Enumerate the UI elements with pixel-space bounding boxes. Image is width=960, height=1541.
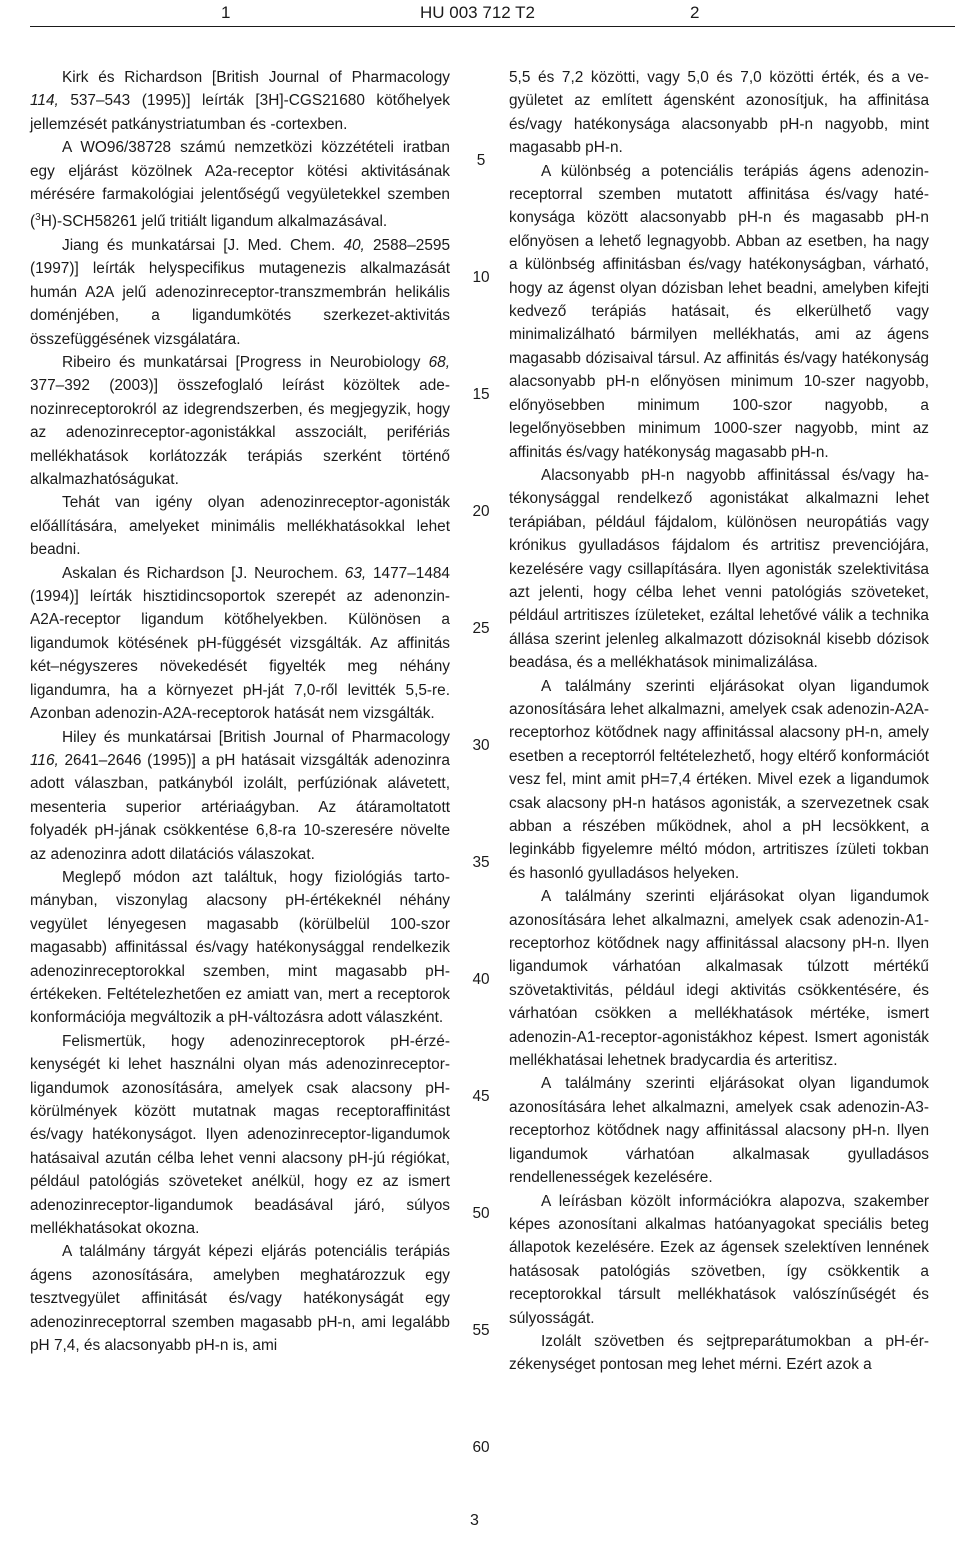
- text-run: Izolált szövetben és sejtpreparátumokban a pH-érzékenységet pontosan meg lehet mérni. Ezért azok a: [509, 1332, 929, 1374]
- right-column: [509, 66, 929, 1377]
- volume-number: 68,: [428, 354, 450, 371]
- paragraph: [509, 675, 929, 886]
- paragraph: [30, 351, 450, 491]
- text-run: A találmány szerinti eljárásokat olyan ligandumok azonosítására lehet alkalmazni, amelyek csak adenozin-A3-receptorhoz kötődnek nagy affinitással alacsony pH-n. Ilyen ligandumok várhatóan alkalmasak gyulladásos rendellenességek kezelésére.: [509, 1075, 929, 1187]
- header-right-page-number: 2: [690, 3, 700, 22]
- text-run: H)-SCH58261 jelű tritiált ligandum alkalmazásával.: [40, 213, 388, 231]
- text-run: 537–543 (1995)] leírták [3H]-CGS21680 kötőhelyek jellemzését patkánystriatumban és -cortexben.: [30, 92, 450, 133]
- text-run: A találmány szerinti eljárásokat olyan ligandumok azonosítására lehet alkalmazni, amelyek csak adenozin-A2A-receptorhoz kötődnek nagy affinitással alacsony pH-n, amely esetben a receptorról feltételezhető, hogy eltérő konformációt vesz fel, mint amit pH=7,4 értéken. Mivel ezek a ligandumok csak alacsony pH-n hatásos agonisták, a szervezetnek csak abban a részében működnek, ahol a pH lecsökkent, a leginkább figyelemre méltó módon, artritiszes ízületi tokban és hasonló gyulladásos helyeken.: [509, 677, 929, 882]
- volume-number: 63,: [344, 564, 367, 582]
- paragraph: [509, 1190, 929, 1330]
- line-number: 5: [476, 151, 486, 169]
- text-run: 5,5 és 7,2 közötti, vagy 5,0 és 7,0 közötti érték, és a vegyületet az említett ágensként azonosítjuk, ha affinitása és/vagy hatékonysága alacsonyabb pH-n nagyobb, mint magasabb pH-n.: [509, 69, 929, 157]
- volume-number: 116,: [30, 751, 59, 769]
- header-rule: [30, 26, 955, 27]
- text-run: A különbség a potenciális terápiás ágens adenozinreceptorral szemben mutatott affinitása és/vagy hatékonysága között alacsonyabb pH-n és magasabb pH-n előnyösen a lehető legnagyobb. Abban az esetben, ha nagy a különbség affinitásban és/vagy hatékonyságban, várható, hogy az ágenst olyan dózisban lehet beadni, amelyben kifejti kedvező terápiás hatásait, és elkerülhető vagy minimalizálható bármilyen mellékhatás, ami az ágens magasabb dózisaival társul. Az affinitás és/vagy hatékonyság alacsonyabb pH-n előnyösen minimum 10-szer nagyobb, előnyösebben minimum 100-szor nagyobb, a legelőnyösebben minimum 1000-szer nagyobb, mint az affinitás és/vagy hatékonyság magasabb pH-n.: [509, 162, 929, 461]
- line-number: 10: [472, 268, 490, 286]
- text-run: 2588–2595 (1997)] leírták helyspecifikus mutagenezis alkalmazását humán A2A jelű adenozinreceptor-transzmembrán helikális doménjében, a ligandumkötés szerkezet-aktivitás összefüggésének vizsgálatára.: [30, 236, 451, 348]
- paragraph: [30, 491, 450, 561]
- text-run: 1477–1484 (1994)] leírták hisztidincsoportok szerepét az adenonzin-A2A-receptor ligandum kötőhelyekben. Különösen a ligandumok kötésének pH-függését vizsgálták. Az affinitás két–négyszeres növekedését figyelték meg néhány ligandumra, ha a környezet pH-ját 7,0-ről levitték 5,5-re. Azonban adenozin-A2A-receptorok hatását nem vizsgálták.: [30, 564, 450, 723]
- text-run: Kirk és Richardson [British Journal of Pharmacology: [62, 69, 450, 86]
- paragraph: [509, 1330, 929, 1377]
- left-column: [30, 66, 450, 1357]
- paragraph: [30, 66, 450, 136]
- header-patent-number: HU 003 712 T2: [420, 3, 535, 22]
- line-number: 35: [472, 853, 490, 871]
- paragraph: [509, 160, 929, 464]
- text-run: Hiley és munkatársai [British Journal of Pharmacology: [62, 728, 450, 746]
- line-number: 25: [472, 619, 490, 637]
- paragraph: [30, 136, 450, 234]
- line-number: 30: [472, 736, 490, 754]
- line-number: 45: [472, 1087, 490, 1105]
- line-number: 20: [472, 502, 490, 520]
- text-run: Jiang és munkatársai [J. Med. Chem.: [62, 236, 344, 254]
- volume-number: 40,: [343, 236, 365, 254]
- header-left-page-number: 1: [221, 3, 231, 22]
- paragraph: [509, 1072, 929, 1189]
- text-run: Meglepő módon azt találtuk, hogy fiziológiás tartományban, viszonylag alacsony pH-értékeknél néhány vegyület lényegesen magasabb (körülbelül 100-szor magasabb) affinitással és/vagy hatékonysággal rendelkezik adenozinreceptorokkal szemben, mint magasabb pH-értékeken. Feltételezhetően ez amiatt van, mert a receptorok konformációja megváltozik a pH-változásra adott válaszként.: [30, 868, 450, 1027]
- superscript: 3: [35, 212, 41, 224]
- text-run: A WO96/38728 számú nemzetközi közzétételi iratban egy eljárást közölnek A2a-receptor kötési aktivitásának mérésére farmakológiai jelentőségű vegyületekkel szemben (: [30, 139, 450, 231]
- line-number: 40: [472, 970, 490, 988]
- paragraph: [509, 66, 929, 160]
- text-run: 2641–2646 (1995)] a pH hatásait vizsgálták adenozinra adott válaszban, patkányból izolált, perfúziónak alávetett, mesenteria superior artériaágyban. Az átáramoltatott folyadék pH-jának csökkentése 6,8-ra 10-szeresére növelte az adenozinra adott dilatációs válaszokat.: [30, 751, 450, 863]
- text-run: Ribeiro és munkatársai [Progress in Neurobiology: [62, 354, 429, 371]
- text-run: A leírásban közölt információkra alapozva, szakember képes azonosítani alkalmas hatóanyagokat speciális beteg állapotok kezelésére. Ezek az ágensek szelektíven lennének hatásosak patológiás szövetben, így csökkentik a receptorokkal társult mellékhatások valószínűségét és súlyosságát.: [509, 1192, 929, 1327]
- paragraph: [30, 866, 450, 1030]
- text-run: Askalan és Richardson [J. Neurochem.: [62, 564, 345, 582]
- page-footer-number: 3: [470, 1512, 479, 1529]
- paragraph: [30, 562, 450, 726]
- paragraph: [30, 234, 450, 351]
- volume-number: 114,: [30, 92, 59, 110]
- paragraph: [30, 1240, 450, 1357]
- line-number: 55: [472, 1321, 490, 1339]
- text-run: Tehát van igény olyan adenozinreceptor-agonisták előállítására, amelyeket minimális mellékhatásokkal lehet beadni.: [30, 494, 450, 559]
- text-run: 377–392 (2003)] összefoglaló leírást közöltek adenozinreceptorokról az idegrendszerben, és megjegyzik, hogy az adenozinreceptor-agonistákkal asszociált, perifériás mellékhatások korlátozzák terápiás szerként történő alkalmazhatóságukat.: [30, 377, 450, 489]
- paragraph: [30, 726, 450, 866]
- paragraph: [30, 1030, 450, 1241]
- line-number: 60: [472, 1438, 490, 1456]
- paragraph: [509, 464, 929, 675]
- text-run: Felismertük, hogy adenozinreceptorok pH-érzékenységét ki lehet használni olyan más adenozinreceptor-ligandumok azonosítására, amelyek csak alacsony pH-körülmények között mutatnak magas receptoraffinitást és/vagy hatékonyságot. Ilyen adenozinreceptor-ligandumok hatásaival azután célba lehet venni alacsony pH-jú régiókat, például patológiás szöveteket anélkül, hogy ez az ismert adenozinreceptor-ligandumok beadásával járó, súlyos mellékhatásokat okozna.: [30, 1032, 450, 1238]
- line-number: 50: [472, 1204, 490, 1222]
- text-run: A találmány tárgyát képezi eljárás potenciális terápiás ágens azonosítására, amelyben meghatározzuk egy tesztvegyület affinitását és/vagy hatékonyságát egy adenozinreceptorral szemben magasabb pH-n, ami legalább pH 7,4, és alacsonyabb pH-n is, ami: [30, 1243, 450, 1355]
- line-number: 15: [472, 385, 490, 403]
- text-run: A találmány szerinti eljárásokat olyan ligandumok azonosítására lehet alkalmazni, amelyek csak adenozin-A1-receptorhoz kötődnek nagy affinitással alacsony pH-n. Ilyen ligandumok várhatóan alkalmasak túlzott mértékű szövetaktivitás, például idegi aktivitás csökkentésére, és várhatóan csökken a mellékhatások mértéke, ismert adenozin-A1-receptor-agonistákhoz képest. Ismert agonisták mellékhatásai lehetnek bradycardia és arteritisz.: [509, 888, 929, 1070]
- paragraph: [509, 885, 929, 1072]
- text-run: Alacsonyabb pH-n nagyobb affinitással és/vagy hatékonysággal rendelkező agonistákat alkalmazni lehet terápiában, például fájdalom, különösen neuropátiás vagy krónikus gyulladásos fájdalom és artritisz prevenciójára, kezelésére vagy csillapítására. Ilyen agonisták szelektivitása azt jelenti, hogy célba lehet venni patológiás szöveteket, például artritiszes ízületeket, ezáltal lehetővé válik a technika állása szerint jelenleg alkalmazott dózisoknál kisebb dózisok beadása, és a mellékhatások minimalizálása.: [509, 466, 929, 672]
